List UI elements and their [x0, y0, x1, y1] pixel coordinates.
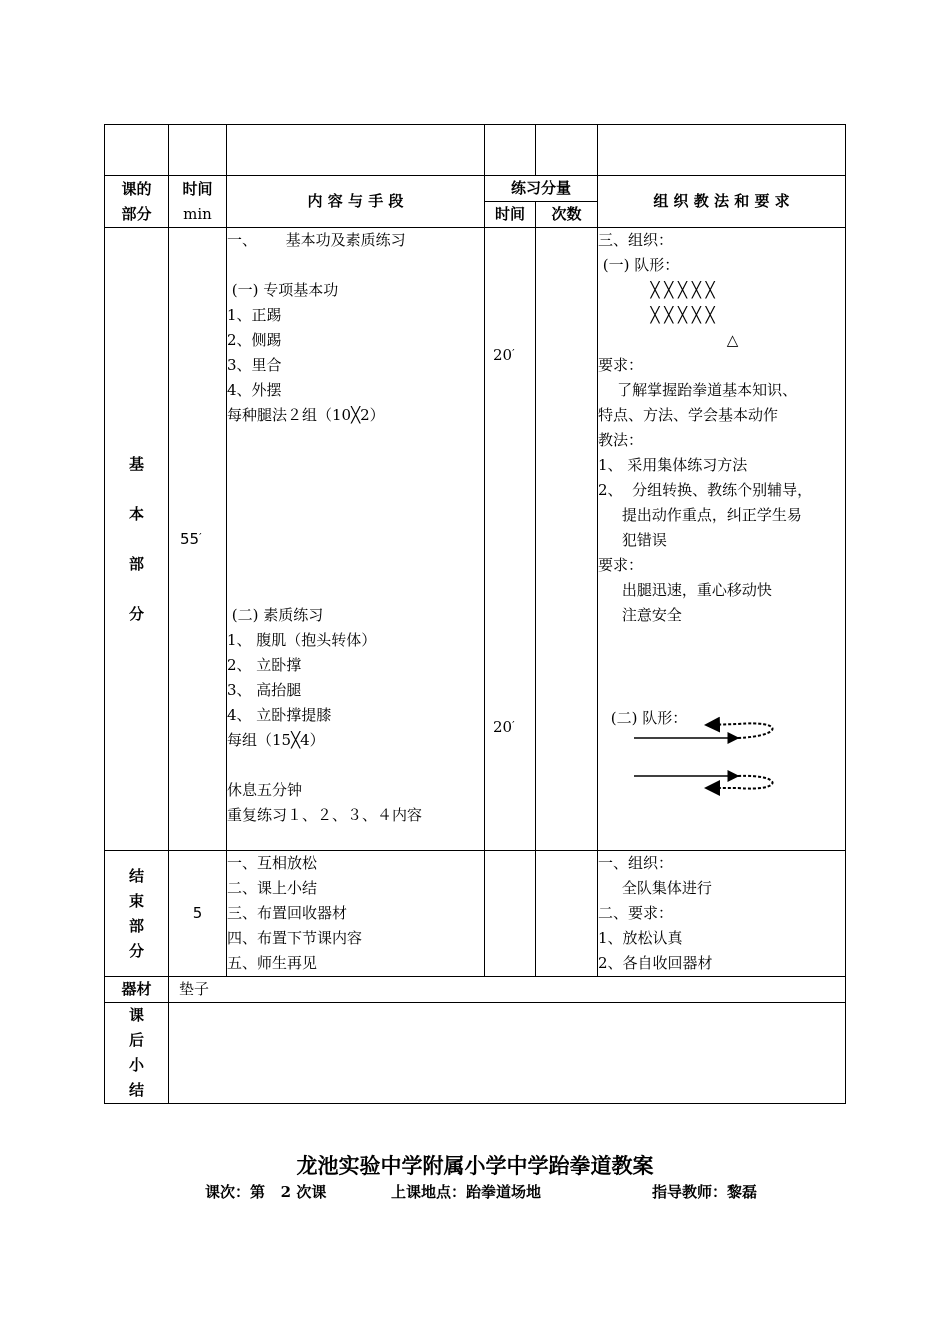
header-organization: 组 织 教 法 和 要 求 — [598, 176, 846, 228]
session-info: 课次：第 2 次课 — [205, 1183, 327, 1201]
main-content-line: (一) 专项基本功 — [227, 281, 339, 299]
main-content-line — [227, 578, 484, 603]
end-organization-line: 全队集体进行 — [598, 879, 712, 897]
end-part-practice-time — [485, 851, 536, 977]
organization-line: 2、 分组转换、教练个别辅导， — [598, 481, 813, 499]
organization-line: 了解掌握跆拳道基本知识、 — [598, 381, 798, 399]
end-organization-line: 一、组织： — [598, 854, 674, 872]
organization-line: (一) 队形： — [598, 256, 680, 274]
teacher-info: 指导教师：黎磊 — [652, 1183, 758, 1201]
header-content: 内 容 与 手 段 — [227, 176, 485, 228]
document-title: 龙池实验中学附属小学中学跆拳道教案 — [296, 1153, 654, 1178]
main-content-line: 1、 腹肌（抱头转体） — [227, 631, 377, 649]
main-content-line: 3、 高抬腿 — [227, 681, 302, 699]
main-content-line — [227, 503, 484, 528]
organization-line: 1、 采用集体练习方法 — [598, 456, 748, 474]
organization-line: 犯错误 — [598, 531, 667, 549]
organization-line: ╳ ╳ ╳ ╳ ╳ — [598, 306, 715, 324]
organization-line: 要求： — [598, 556, 644, 574]
main-content-line — [227, 453, 484, 478]
header-practice-time: 时间 — [485, 202, 536, 228]
end-organization-line: 2、各自收回器材 — [598, 954, 713, 972]
organization-line: 特点、方法、学会基本动作 — [598, 406, 779, 424]
header-practice-count: 次数 — [536, 202, 598, 228]
main-content-line — [227, 428, 484, 453]
end-part-organization — [598, 851, 846, 977]
main-content-line — [227, 553, 484, 578]
main-part-content — [227, 228, 485, 851]
main-part-practice-count — [536, 228, 598, 851]
end-content-line: 三、布置回收器材 — [227, 904, 348, 922]
organization-line: 三、组织： — [598, 231, 674, 249]
header-practice: 练习分量 — [485, 176, 598, 202]
summary-label: 课 后 小 结 — [105, 1003, 169, 1104]
end-organization-line: 1、放松认真 — [598, 929, 683, 947]
lesson-plan-table — [104, 124, 846, 1104]
main-part-label: 基 本 部 分 — [105, 228, 169, 851]
end-part-row — [105, 851, 846, 977]
empty-top-row — [105, 125, 846, 176]
end-content-line: 五、师生再见 — [227, 954, 318, 972]
header-row — [105, 176, 846, 202]
organization-line: 教法： — [598, 431, 644, 449]
main-content-line: 3、里合 — [227, 356, 282, 374]
end-content-line: 二、课上小结 — [227, 879, 318, 897]
organization-line: 注意安全 — [598, 606, 682, 624]
organization-line: 出腿迅速，重心移动快 — [598, 581, 772, 599]
practice-time-2: 20′ — [493, 718, 515, 736]
practice-time-1: 20′ — [493, 346, 515, 364]
end-part-content — [227, 851, 485, 977]
main-content-line: 休息五分钟 — [227, 781, 303, 799]
organization-line: 提出动作重点，纠正学生易 — [598, 506, 802, 524]
main-part-organization — [598, 228, 846, 851]
header-part: 课的 部分 — [105, 176, 169, 228]
organization-line: 要求： — [598, 356, 644, 374]
end-part-practice-count — [536, 851, 598, 977]
main-content-line: 每组（15╳4） — [227, 731, 325, 749]
main-part-practice-time — [485, 228, 536, 851]
main-part-row — [105, 228, 846, 851]
end-organization-line: 二、要求： — [598, 904, 674, 922]
main-content-line — [227, 253, 484, 278]
main-content-line: 2、侧踢 — [227, 331, 282, 349]
header-time: 时间 min — [169, 176, 227, 228]
formation-2-label: (二) 队形： — [606, 709, 688, 727]
main-content-line — [227, 528, 484, 553]
main-content-line: 2、 立卧撑 — [227, 656, 302, 674]
main-content-line — [227, 478, 484, 503]
main-content-line: 4、 立卧撑提膝 — [227, 706, 332, 724]
main-content-line: 4、外摆 — [227, 381, 282, 399]
main-content-line: (二) 素质练习 — [227, 606, 324, 624]
running-drill-diagram — [634, 720, 784, 790]
drill-path-2 — [634, 776, 773, 789]
organization-line: △ — [598, 331, 739, 349]
end-part-minutes: 5 — [169, 851, 227, 977]
summary-content — [169, 1003, 846, 1104]
organization-line: ╳ ╳ ╳ ╳ ╳ — [598, 281, 715, 299]
end-content-line: 一、互相放松 — [227, 854, 318, 872]
end-content-line: 四、布置下节课内容 — [227, 929, 363, 947]
main-content-line: 每种腿法２组（10╳2） — [227, 406, 385, 424]
equipment-row — [105, 977, 846, 1003]
location-info: 上课地点：跆拳道场地 — [391, 1183, 542, 1201]
main-content-line: 1、正踢 — [227, 306, 282, 324]
equipment-label: 器材 — [105, 977, 169, 1003]
main-content-line: 一、 基本功及素质练习 — [227, 231, 406, 249]
equipment-value: 垫子 — [169, 977, 846, 1003]
drill-path-1 — [634, 723, 773, 738]
main-content-line: 重复练习１、２、３、４内容 — [227, 806, 423, 824]
main-content-line — [227, 753, 484, 778]
summary-row — [105, 1003, 846, 1104]
main-part-minutes: 55′ — [169, 228, 227, 851]
end-part-label: 结 束 部 分 — [105, 851, 169, 977]
